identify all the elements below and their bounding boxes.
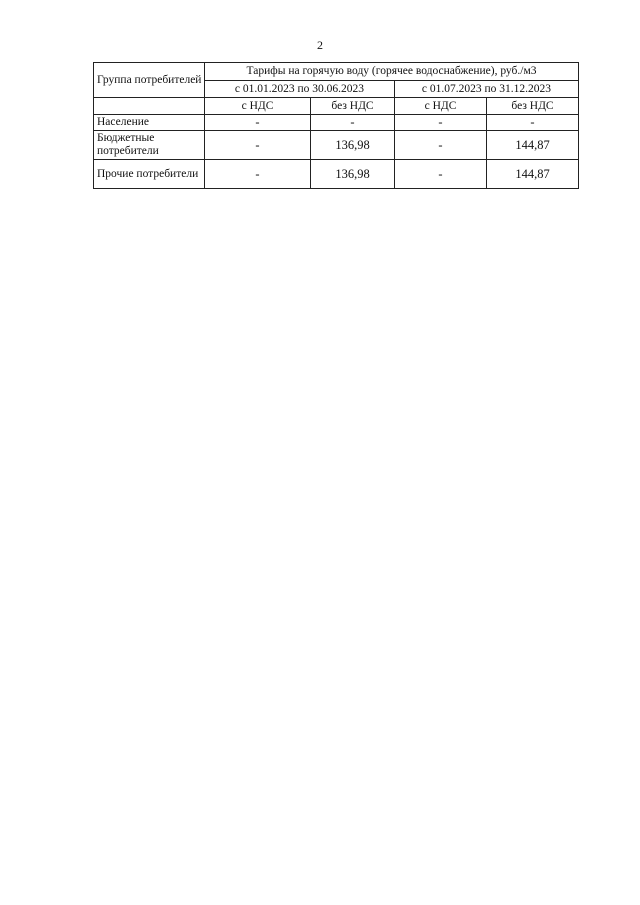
table-header-row xyxy=(94,63,579,81)
value-cell: - xyxy=(487,115,579,131)
value-cell: - xyxy=(395,115,487,131)
value-cell: - xyxy=(205,115,311,131)
group-name-cell: Население xyxy=(94,115,205,131)
vat-header-empty-cell xyxy=(94,98,205,115)
value-cell: 144,87 xyxy=(487,160,579,189)
value-cell: 144,87 xyxy=(487,131,579,160)
table-row xyxy=(94,115,579,131)
value-cell: 136,98 xyxy=(311,131,395,160)
vat-header-with-vat-2: с НДС xyxy=(395,98,487,115)
vat-header-without-vat-1: без НДС xyxy=(311,98,395,115)
value-cell: - xyxy=(205,131,311,160)
period-header-2: с 01.07.2023 по 31.12.2023 xyxy=(395,81,579,98)
tariff-title-header: Тарифы на горячую воду (горячее водоснабжение), руб./м3 xyxy=(205,63,579,81)
group-column-header: Группа потребителей xyxy=(94,63,205,98)
value-cell: - xyxy=(395,131,487,160)
vat-header-with-vat-1: с НДС xyxy=(205,98,311,115)
page-number: 2 xyxy=(317,38,323,52)
value-cell: - xyxy=(311,115,395,131)
group-name-cell: Прочие потребители xyxy=(94,160,205,189)
vat-header-row xyxy=(94,98,579,115)
vat-header-without-vat-2: без НДС xyxy=(487,98,579,115)
table-row xyxy=(94,160,579,189)
table-row xyxy=(94,131,579,160)
value-cell: 136,98 xyxy=(311,160,395,189)
value-cell: - xyxy=(395,160,487,189)
period-header-1: с 01.01.2023 по 30.06.2023 xyxy=(205,81,395,98)
value-cell: - xyxy=(205,160,311,189)
tariff-table xyxy=(93,62,579,189)
group-name-cell: Бюджетные потребители xyxy=(94,131,205,160)
